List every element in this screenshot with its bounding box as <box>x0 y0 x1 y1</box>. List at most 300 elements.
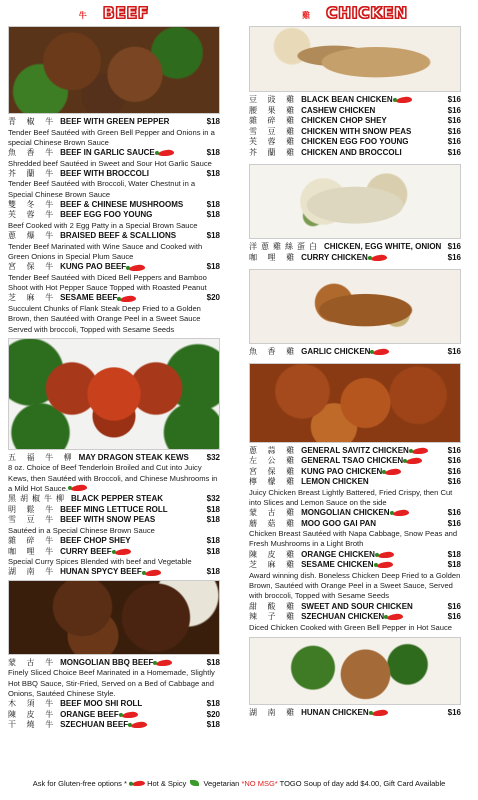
item-price: $32 <box>206 452 220 462</box>
item-description <box>8 221 220 231</box>
menu-item <box>8 148 220 169</box>
item-chinese-name: 陳 皮 雞 <box>249 549 299 559</box>
item-name-wrap <box>301 508 445 519</box>
item-price: $16 <box>447 126 461 136</box>
item-name: BEEF MING LETTUCE ROLL <box>60 504 168 514</box>
item-price: $18 <box>206 536 220 546</box>
item-name: GARLIC CHICKEN <box>301 347 371 356</box>
mongolian-beef-photo <box>8 580 220 655</box>
item-description-text: Beef Cooked with 2 Egg Patty in a Special Brown Sauce <box>8 220 198 230</box>
menu-item-row <box>8 720 220 731</box>
item-name: MAY DRAGON STEAK KEWS <box>78 452 189 462</box>
item-name: CASHEW CHICKEN <box>301 105 376 115</box>
chicken-list-d <box>249 446 461 633</box>
menu-item <box>249 456 461 467</box>
menu-item <box>249 347 461 358</box>
menu-item-row <box>8 117 220 128</box>
item-name: LEMON CHICKEN <box>301 477 369 486</box>
item-price: $16 <box>447 137 461 146</box>
menu-item <box>249 467 461 478</box>
hot-pepper-icon <box>373 348 390 356</box>
menu-item-row <box>8 505 220 516</box>
item-chinese-name: 木 須 牛 <box>8 699 58 709</box>
item-chinese-name: 陳 皮 牛 <box>8 709 58 719</box>
item-name: KUNG PAO CHICKEN <box>301 466 383 476</box>
item-description <box>249 623 461 633</box>
item-name-wrap <box>60 231 204 242</box>
item-price: $18 <box>206 720 220 730</box>
item-description-text: 8 oz. Choice of Beef Tenderloin Broiled and Cut into Juicy Kews, then Sautéed with Broccoli, and Chinese Mushrooms in a Mild Hot Sauce. <box>8 463 218 493</box>
hot-pepper-icon <box>387 614 404 622</box>
menu-item <box>8 169 220 200</box>
hot-pepper-icon <box>406 457 423 465</box>
item-chinese-name: 左 公 雞 <box>249 456 299 465</box>
menu-item-row <box>8 699 220 710</box>
item-chinese-name: 洋蔥雞絲蛋白 <box>249 242 321 251</box>
chicken-egg-white-photo <box>249 164 461 239</box>
menu-item <box>8 658 220 699</box>
item-price: $16 <box>447 252 461 262</box>
item-name: BEEF WITH SNOW PEAS <box>60 515 156 525</box>
item-name-wrap <box>301 446 445 457</box>
item-name: SESAME BEEF <box>60 293 118 303</box>
footer-hot-spicy: Hot & Spicy <box>147 779 187 788</box>
item-name-wrap <box>60 505 204 516</box>
item-name-wrap <box>301 106 445 117</box>
item-name: MOO GOO GAI PAN <box>301 518 377 528</box>
beef-column <box>8 0 220 731</box>
item-description-text: Diced Chicken Cooked with Green Bell Pepper in Hot Sauce <box>249 622 453 632</box>
item-description <box>249 571 461 602</box>
item-chinese-name: 辣 子 雞 <box>249 612 299 622</box>
black-bean-chicken-photo <box>249 26 461 92</box>
chicken-heading <box>249 0 461 22</box>
menu-item <box>249 148 461 159</box>
item-price: $16 <box>447 105 461 115</box>
item-name-wrap <box>60 658 204 669</box>
item-chinese-name: 檸 檬 雞 <box>249 477 299 486</box>
hot-pepper-icon <box>156 659 173 667</box>
menu-item-row <box>249 148 461 159</box>
item-description-text: Juicy Chicken Breast Lightly Battered, Fried Crispy, then Cut into Slices and Lemon Sauce on the side <box>249 487 453 507</box>
item-name: SESAME CHICKEN <box>301 560 374 570</box>
menu-item-row <box>8 453 220 464</box>
item-price: $18 <box>206 262 220 272</box>
menu-item-row <box>249 550 461 561</box>
item-chinese-name: 雙 冬 牛 <box>8 199 58 209</box>
item-price: $16 <box>447 95 461 104</box>
item-chinese-name: 芥 蘭 牛 <box>8 168 58 178</box>
menu-item-row <box>249 347 461 358</box>
item-price: $16 <box>447 466 461 476</box>
item-name-wrap <box>60 547 204 558</box>
menu-item-row <box>249 242 461 253</box>
item-chinese-name: 蔥 蒜 雞 <box>249 445 299 455</box>
item-name-wrap <box>60 699 204 710</box>
item-description-text: Shredded beef Sautéed in Sweet and Sour Hot Garlic Sauce <box>8 158 212 168</box>
item-name-wrap <box>301 708 445 719</box>
item-name-wrap <box>324 242 445 253</box>
menu-item <box>8 494 220 505</box>
menu-item-row <box>249 127 461 138</box>
menu-item <box>249 106 461 117</box>
item-chinese-name: 雜 碎 牛 <box>8 536 58 546</box>
item-chinese-name: 芙 蓉 雞 <box>249 137 299 146</box>
item-price: $32 <box>206 494 220 504</box>
item-name-wrap <box>301 148 445 159</box>
item-description <box>8 242 220 263</box>
menu-item <box>8 293 220 334</box>
item-name: SZECHUAN BEEF <box>60 720 129 730</box>
item-description-text: Tender Beef Sautéed with Green Bell Pepper and Onions in a special Chinese Brown Sauce <box>8 127 215 147</box>
item-price: $16 <box>447 707 461 717</box>
menu-item-row <box>249 95 461 106</box>
item-chinese-name: 咖 哩 牛 <box>8 546 58 556</box>
chicken-list-c <box>249 347 461 358</box>
beef-heading-en: BEEF <box>103 4 150 22</box>
item-description-text: Finely Sliced Choice Beef Marinated in a Homemade, Slightly Hot BBQ Sauce, Stir-Fried, Served on a Bed of Cabbage and Onions, Sautéed Chinese Style. <box>8 668 215 698</box>
menu-item <box>8 210 220 231</box>
item-name-wrap <box>301 602 445 613</box>
hot-pepper-icon <box>392 510 409 518</box>
item-description <box>8 128 220 149</box>
menu-item-row <box>8 148 220 159</box>
menu-item-row <box>249 508 461 519</box>
item-name-wrap <box>79 453 204 464</box>
item-description <box>8 304 220 335</box>
menu-item-row <box>8 515 220 526</box>
chicken-list-b <box>249 242 461 263</box>
menu-item <box>8 505 220 516</box>
item-name: BLACK BEAN CHICKEN <box>301 95 393 104</box>
menu-item-row <box>249 456 461 467</box>
footer-no-msg: *NO MSG* <box>241 779 278 788</box>
item-price: $16 <box>447 456 461 465</box>
item-name-wrap <box>301 347 445 358</box>
menu-item <box>8 567 220 578</box>
hot-pepper-icon <box>370 254 387 262</box>
item-name: SZECHUAN CHICKEN <box>301 612 385 622</box>
item-chinese-name: 宮 保 牛 <box>8 262 58 272</box>
menu-item <box>8 117 220 148</box>
item-price: $18 <box>206 231 220 241</box>
item-chinese-name: 蒙 古 雞 <box>249 508 299 518</box>
menu-item-row <box>8 710 220 721</box>
menu-item-row <box>249 602 461 613</box>
beef-list-c <box>8 658 220 731</box>
footer-togo: TOGO Soup of day add $4.00, Gift Card Available <box>279 779 446 788</box>
menu-item-row <box>249 446 461 457</box>
item-description <box>8 526 220 536</box>
menu-item <box>8 515 220 536</box>
hot-pepper-icon <box>378 551 395 559</box>
garlic-chicken-photo <box>249 269 461 344</box>
menu-item-row <box>249 519 461 530</box>
hot-pepper-icon <box>395 96 412 104</box>
item-name: CHICKEN WITH SNOW PEAS <box>301 126 412 136</box>
menu-item <box>8 547 220 568</box>
item-chinese-name: 五 福 牛 柳 <box>8 452 76 462</box>
item-name: BEEF IN GARLIC SAUCE <box>60 148 155 158</box>
chicken-column <box>249 0 461 718</box>
menu-item <box>8 231 220 262</box>
menu-item-row <box>8 494 220 505</box>
menu-item-row <box>8 169 220 180</box>
item-name: BEEF WITH GREEN PEPPER <box>60 117 170 126</box>
item-description-text: Succulent Chunks of Flank Steak Deep Fried to a Golden Brown, then Sautéed with Orange Peel in a Sweet Sauce Served with broccoli, Topped with Sesame Seeds <box>8 303 201 334</box>
item-name-wrap <box>60 148 204 159</box>
item-price: $18 <box>206 117 220 126</box>
item-name: GENERAL TSAO CHICKEN <box>301 456 404 465</box>
item-name: CURRY BEEF <box>60 546 112 556</box>
item-chinese-name: 豆 豉 雞 <box>249 95 299 104</box>
menu-item <box>249 95 461 106</box>
menu-item-row <box>249 116 461 127</box>
menu-item <box>249 612 461 633</box>
beef-green-pepper-photo <box>8 26 220 114</box>
menu-item <box>8 699 220 710</box>
menu-item-row <box>8 231 220 242</box>
menu-item-row <box>8 262 220 273</box>
menu-item-row <box>8 567 220 578</box>
menu-item <box>249 242 461 253</box>
item-name: CURRY CHICKEN <box>301 252 368 262</box>
item-chinese-name: 明 鬆 牛 <box>8 504 58 514</box>
menu-item <box>8 710 220 721</box>
item-chinese-name: 魚 香 牛 <box>8 148 58 158</box>
item-description <box>8 159 220 169</box>
hot-pepper-icon <box>121 711 138 719</box>
item-price: $18 <box>206 210 220 220</box>
item-chinese-name: 蒙 古 牛 <box>8 657 58 667</box>
chicken-list-e <box>249 708 461 719</box>
hot-pepper-icon <box>114 548 131 556</box>
menu-item <box>249 137 461 148</box>
item-name: ORANGE BEEF <box>60 709 119 719</box>
item-chinese-name: 湖 南 牛 <box>8 567 58 577</box>
hot-pepper-icon <box>157 150 174 158</box>
item-chinese-name: 湖 南 雞 <box>249 707 299 717</box>
item-price: $16 <box>447 147 461 157</box>
item-name: SWEET AND SOUR CHICKEN <box>301 601 413 611</box>
menu-item <box>249 253 461 264</box>
item-name-wrap <box>301 560 445 571</box>
item-chinese-name: 甜 酸 雞 <box>249 601 299 611</box>
beef-heading-han: 牛 <box>78 11 91 20</box>
menu-item-row <box>8 547 220 558</box>
item-description <box>249 488 461 509</box>
item-chinese-name: 腰 果 雞 <box>249 105 299 115</box>
general-savitz-photo <box>249 363 461 443</box>
item-chinese-name: 雪 豆 雞 <box>249 126 299 136</box>
item-name-wrap <box>301 467 445 478</box>
menu-item <box>249 560 461 601</box>
item-name: CHICKEN AND BROCCOLI <box>301 147 402 157</box>
item-chinese-name: 蘑 菇 雞 <box>249 518 299 528</box>
item-price: $16 <box>447 508 461 518</box>
item-name-wrap <box>301 253 445 264</box>
item-name-wrap <box>60 169 204 180</box>
item-description <box>8 668 220 699</box>
item-name-wrap <box>60 710 204 721</box>
menu-item <box>249 116 461 127</box>
beef-list-a <box>8 117 220 335</box>
item-name-wrap <box>301 519 445 530</box>
menu-item <box>8 262 220 293</box>
item-price: $16 <box>447 612 461 622</box>
item-name: BEEF CHOP SHEY <box>60 536 131 546</box>
item-name-wrap <box>60 515 204 526</box>
beef-list-b <box>8 453 220 578</box>
item-chinese-name: 雜 碎 雞 <box>249 116 299 125</box>
item-description-text: Tender Beef Sautéed with Broccoli, Water Chestnut in a Special Chinese Brown Sauce <box>8 179 196 199</box>
item-price: $18 <box>206 515 220 525</box>
item-chinese-name: 芝 麻 雞 <box>249 560 299 570</box>
item-chinese-name: 芥 蘭 雞 <box>249 147 299 157</box>
item-price: $20 <box>206 709 220 719</box>
item-price: $16 <box>447 242 461 251</box>
item-name-wrap <box>60 536 204 547</box>
item-name-wrap <box>301 116 445 127</box>
item-chinese-name: 黑胡椒牛柳 <box>8 494 68 504</box>
item-price: $18 <box>206 657 220 667</box>
item-description <box>249 529 461 550</box>
item-chinese-name: 魚 香 雞 <box>249 347 299 356</box>
item-chinese-name: 芙 蓉 牛 <box>8 210 58 220</box>
item-description-text: Award winning dish. Boneless Chicken Deep Fried to a Golden Brown, Sautéed with Orange Peel in a Sweet Sauce, Served with broccoli, Topped with Sesame Seeds <box>249 570 461 601</box>
item-name: CHICKEN, EGG WHITE, ONION <box>324 242 442 251</box>
menu-item <box>249 519 461 550</box>
menu-item-row <box>249 137 461 148</box>
item-name-wrap <box>60 293 204 304</box>
menu-item <box>249 446 461 457</box>
item-name: BRAISED BEEF & SCALLIONS <box>60 231 177 241</box>
menu-item <box>8 200 220 211</box>
hot-spicy-pepper-icon <box>132 780 145 786</box>
item-description-text: Special Curry Spices Blended with beef and Vegetable <box>8 557 192 567</box>
menu-item-row <box>8 210 220 221</box>
item-name-wrap <box>60 210 204 221</box>
item-description <box>8 463 220 494</box>
item-name-wrap <box>60 567 204 578</box>
menu-item <box>249 127 461 138</box>
item-chinese-name: 芝 麻 牛 <box>8 293 58 303</box>
item-name: CHICKEN CHOP SHEY <box>301 116 387 125</box>
item-price: $20 <box>206 293 220 303</box>
menu-item <box>249 477 461 508</box>
hot-pepper-icon <box>412 447 429 455</box>
item-name-wrap <box>60 200 204 211</box>
item-name: GENERAL SAVITZ CHICKEN <box>301 445 409 455</box>
item-name: KUNG PAO BEEF <box>60 262 127 272</box>
vegetarian-leaf-icon <box>190 780 199 786</box>
item-name: HUNAN CHICKEN <box>301 707 369 717</box>
item-name-wrap <box>71 494 204 505</box>
item-name: MONGOLIAN BBQ BEEF <box>60 657 154 667</box>
item-name: HUNAN SPYCY BEEF <box>60 567 142 577</box>
item-description-text: Sautéed in a Special Chinese Brown Sauce <box>8 525 155 535</box>
menu-item-row <box>8 658 220 669</box>
beef-heading <box>8 0 220 22</box>
hot-pepper-icon <box>71 484 88 492</box>
menu-item-row <box>249 106 461 117</box>
item-name-wrap <box>60 117 204 128</box>
hot-pepper-icon <box>376 562 393 570</box>
item-name: ORANGE CHICKEN <box>301 549 375 559</box>
item-price: $18 <box>206 148 220 158</box>
menu-item <box>249 708 461 719</box>
menu-item-row <box>249 560 461 571</box>
item-chinese-name: 雪 豆 牛 <box>8 515 58 525</box>
hot-pepper-icon <box>144 569 161 577</box>
hot-pepper-icon <box>371 709 388 717</box>
menu-item <box>249 508 461 519</box>
may-dragon-photo <box>8 338 220 450</box>
chicken-list-a <box>249 95 461 158</box>
item-price: $18 <box>206 168 220 178</box>
menu-item <box>249 550 461 561</box>
menu-item-row <box>249 477 461 488</box>
hot-pepper-icon <box>129 264 146 272</box>
item-name: BEEF WITH BROCCOLI <box>60 168 149 178</box>
item-name: CHICKEN EGG FOO YOUNG <box>301 137 409 146</box>
hunan-chicken-photo <box>249 637 461 705</box>
menu-item-row <box>249 612 461 623</box>
menu-item-row <box>8 200 220 211</box>
item-price: $18 <box>206 699 220 709</box>
item-name-wrap <box>60 262 204 273</box>
hot-pepper-icon <box>131 722 148 730</box>
menu-item-row <box>249 467 461 478</box>
item-name: BEEF MOO SHI ROLL <box>60 699 143 709</box>
item-name: MONGOLIAN CHICKEN <box>301 508 390 518</box>
menu-footer <box>0 779 478 788</box>
item-name-wrap <box>301 456 445 467</box>
menu-item-row <box>8 536 220 547</box>
chicken-heading-han: 雞 <box>302 11 315 20</box>
menu-item-row <box>8 293 220 304</box>
item-price: $18 <box>206 567 220 577</box>
item-name-wrap <box>60 720 204 731</box>
menu-item <box>8 453 220 494</box>
item-price: $16 <box>447 116 461 125</box>
footer-gluten-note: Ask for Gluten-free options * <box>32 779 127 788</box>
hot-pepper-icon <box>120 295 137 303</box>
menu-item-row <box>249 253 461 264</box>
footer-vegetarian: Vegetarian <box>203 779 240 788</box>
item-price: $16 <box>447 477 461 486</box>
menu-item <box>249 602 461 613</box>
item-description-text: Chicken Breast Sautéed with Napa Cabbage, Snow Peas and Fresh Mushrooms in a Light Broth <box>249 529 458 549</box>
item-price: $18 <box>206 546 220 556</box>
item-name-wrap <box>301 477 445 488</box>
item-price: $18 <box>447 560 461 570</box>
item-price: $18 <box>206 199 220 209</box>
item-price: $18 <box>447 549 461 559</box>
item-name-wrap <box>301 550 445 561</box>
menu-item <box>8 536 220 547</box>
item-description-text: Tender Beef Sautéed with Diced Bell Peppers and Bamboo Shoot with Hot Pepper Sauce Topped with Roasted Peanut <box>8 272 207 293</box>
chicken-heading-en: CHICKEN <box>326 4 408 22</box>
item-description-text: Tender Beef Marinated with Wine Sauce and Cooked with Green Onions in Special Plum Sauce <box>8 241 203 262</box>
item-name-wrap <box>301 612 445 623</box>
item-price: $16 <box>447 445 461 455</box>
item-price: $18 <box>206 504 220 514</box>
item-name: BEEF & CHINESE MUSHROOMS <box>60 199 184 209</box>
item-chinese-name: 宮 保 雞 <box>249 466 299 476</box>
item-chinese-name: 青 椒 牛 <box>8 117 58 126</box>
item-price: $16 <box>447 347 461 356</box>
